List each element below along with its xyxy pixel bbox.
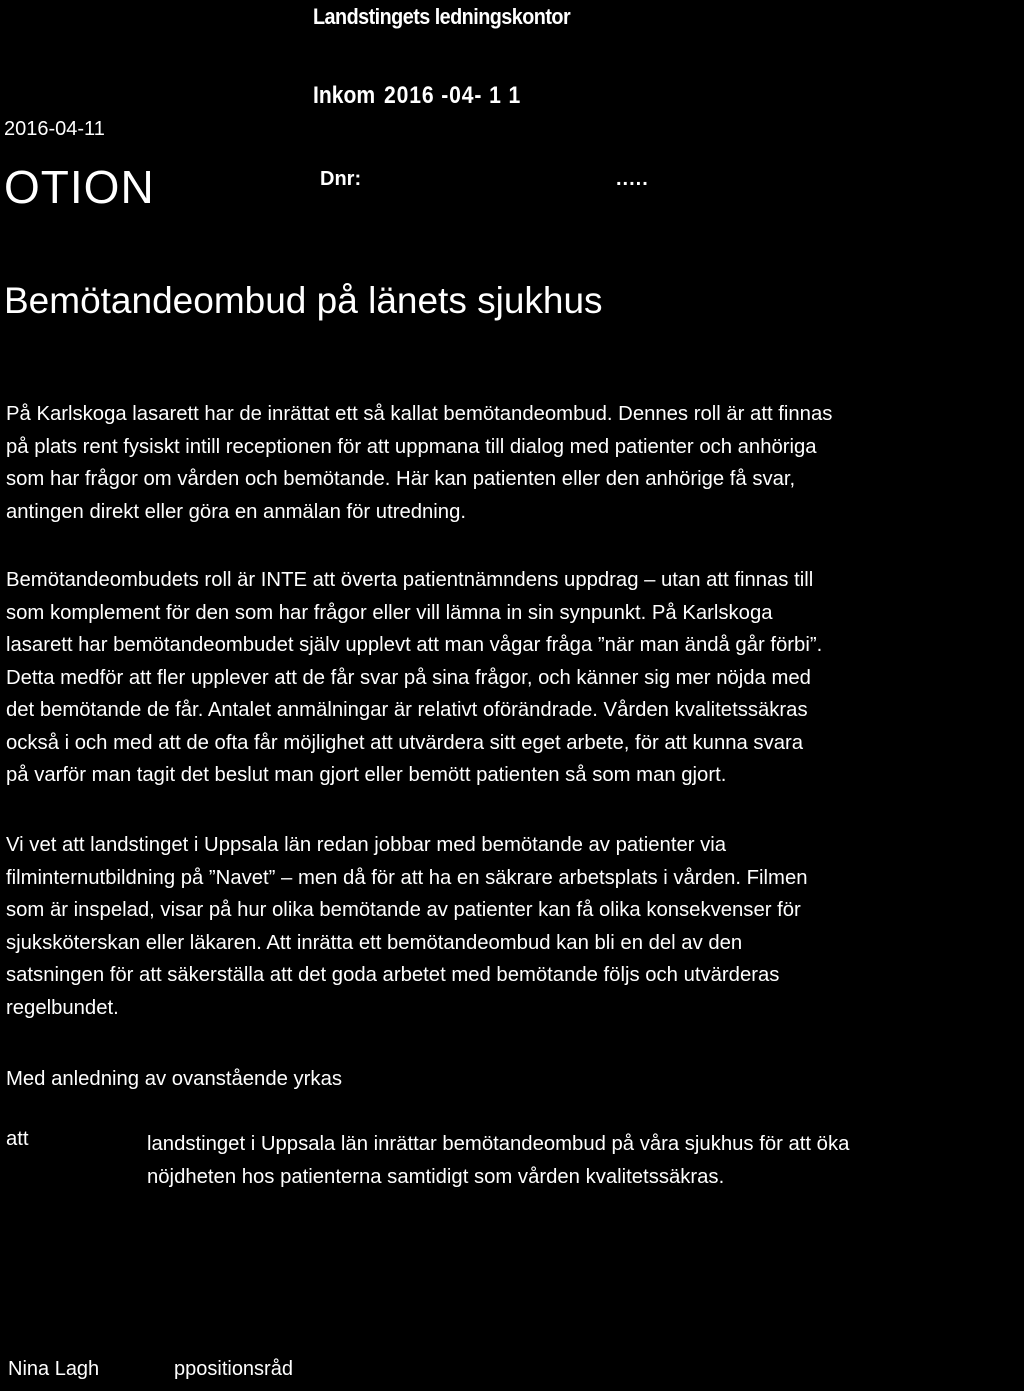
text-line: som har frågor om vården och bemötande. Här kan patienten eller den anhörige få svar,: [6, 468, 796, 490]
received-stamp-office: Landstingets ledningskontor: [313, 4, 571, 29]
motion-clause-text: [147, 1128, 849, 1193]
dnr-value: .....: [616, 168, 649, 190]
text-line: filminternutbildning på ”Navet” – men då för att ha en säkrare arbetsplats i vården. Filmen: [6, 866, 808, 889]
paragraph-3: [6, 829, 1022, 1024]
text-line: satsningen för att säkerställa att det goda arbetet med bemötande följs och utvärderas: [6, 964, 780, 986]
text-line: som är inspelad, visar på hur olika bemötande av patienter kan få olika konsekvenser för: [6, 899, 801, 921]
text-line: Bemötandeombudets roll är INTE att överta patientnämndens uppdrag – utan att finnas till: [6, 569, 814, 591]
signature-name: Nina Lagh: [8, 1358, 100, 1380]
paragraph-2: [6, 564, 1022, 792]
document-date: 2016-04-11: [4, 118, 105, 140]
text-line: Detta medför att fler upplever att de får svar på sina frågor, och känner sig mer nöjda med: [6, 666, 811, 689]
document-title: Bemötandeombud på länets sjukhus: [4, 280, 603, 321]
received-stamp-date: [313, 82, 521, 110]
signature-role: ppositionsråd: [174, 1358, 293, 1380]
text-line: Vi vet att landstinget i Uppsala län redan jobbar med bemötande av patienter via: [6, 834, 727, 856]
text-line: nöjdheten hos patienterna samtidigt som vården kvalitetssäkras.: [147, 1165, 725, 1188]
motion-clause-label: att: [6, 1128, 29, 1150]
dnr-label: Dnr:: [320, 168, 362, 190]
paragraph-4: [6, 1063, 1022, 1096]
text-line: det bemötande de får. Antalet anmälningar är relativt oförändrade. Vården kvalitetssäkras: [6, 699, 808, 721]
text-line: på plats rent fysiskt intill receptionen för att uppmana till dialog med patienter och anhöriga: [6, 435, 817, 458]
text-line: sjuksköterskan eller läkaren. Att inrätta ett bemötandeombud kan bli en del av den: [6, 931, 743, 954]
text-line: som komplement för den som har frågor eller vill lämna in sin synpunkt. På Karlskoga: [6, 601, 773, 624]
text-line: Med anledning av ovanstående yrkas: [6, 1068, 342, 1090]
text-line: landstinget i Uppsala län inrättar bemötandeombud på våra sjukhus för att öka: [147, 1133, 850, 1155]
paragraph-1: [6, 398, 1022, 528]
text-line: på varför man tagit det beslut man gjort eller bemött patienten så som man gjort.: [6, 764, 727, 786]
text-line: På Karlskoga lasarett har de inrättat ett så kallat bemötandeombud. Dennes roll är att finnas: [6, 403, 833, 425]
text-line: också i och med att de ofta får möjlighet att utvärdera sitt eget arbete, för att kunna svara: [6, 731, 804, 754]
received-date: 2016 -04- 1 1: [384, 82, 522, 109]
received-label: Inkom: [313, 82, 376, 109]
text-line: regelbundet.: [6, 996, 119, 1019]
text-line: lasarett har bemötandeombudet själv upplevt att man vågar fråga ”när man ändå går förbi”.: [6, 634, 823, 656]
text-line: antingen direkt eller göra en anmälan för utredning.: [6, 500, 467, 523]
document-type-heading: OTION: [4, 161, 155, 213]
